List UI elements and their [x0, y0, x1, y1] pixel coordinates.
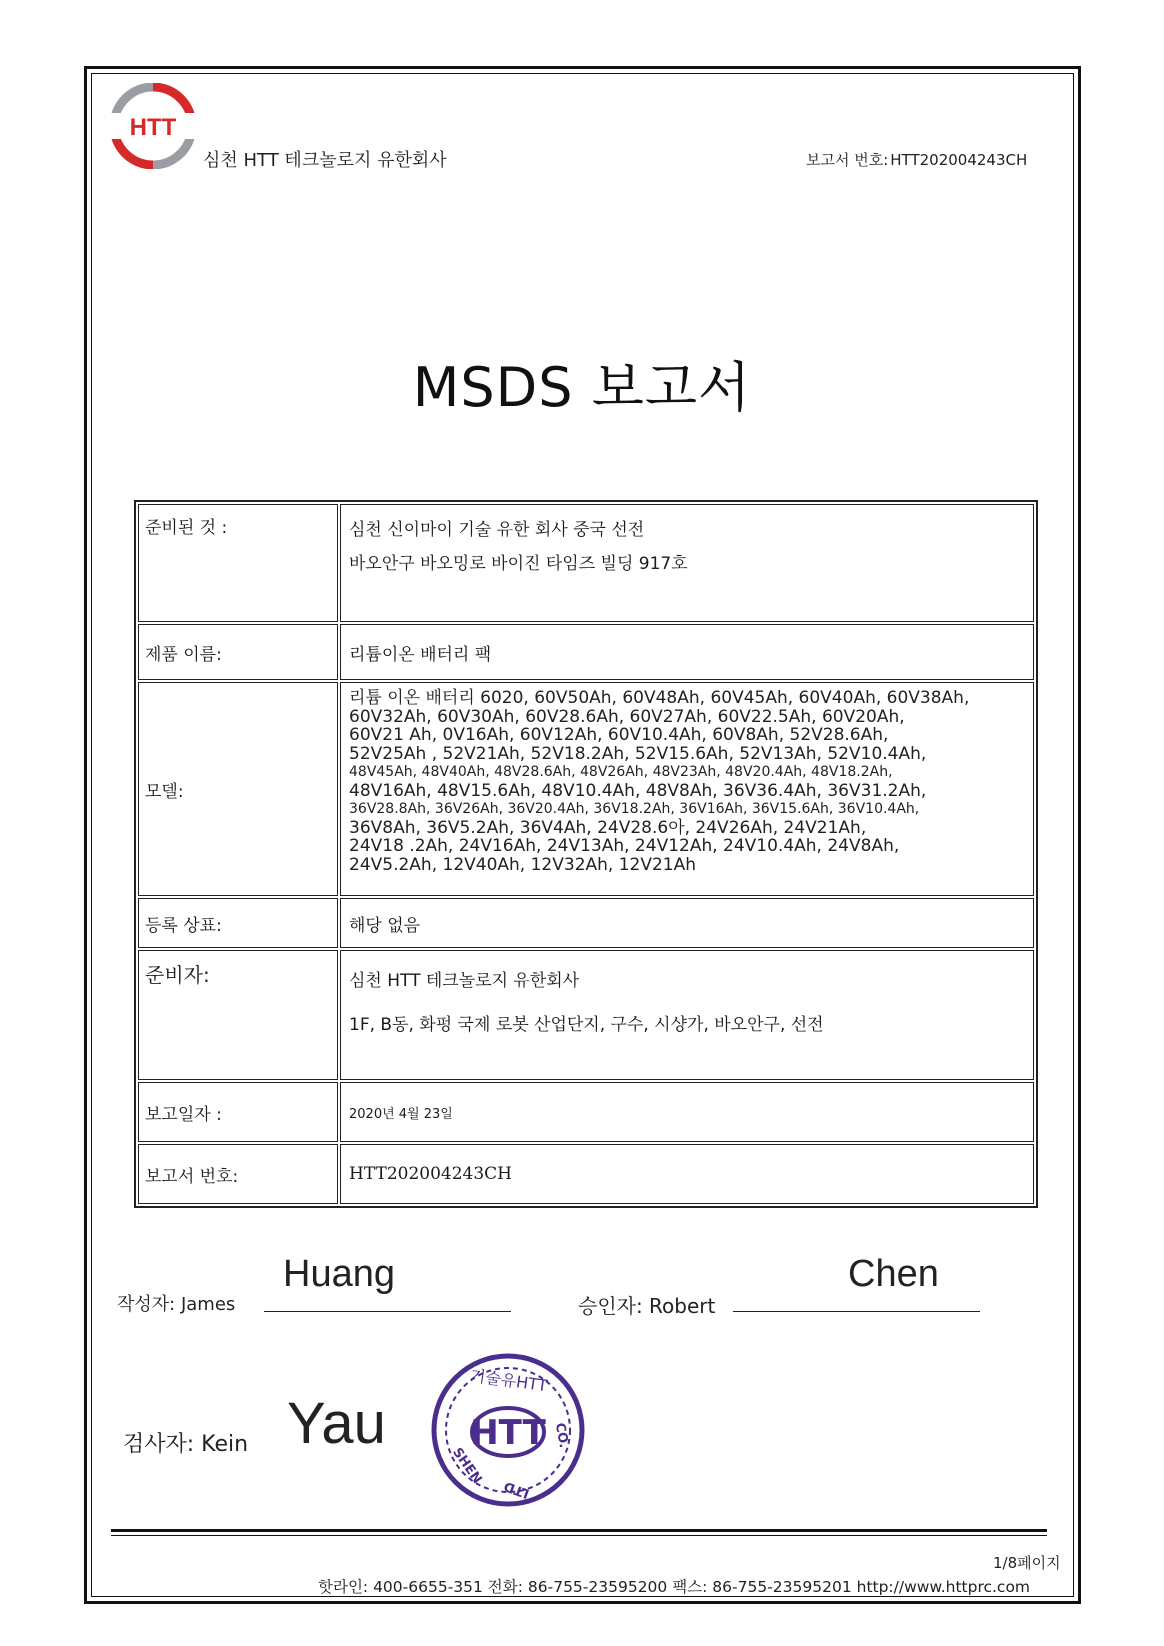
table-row-report-date	[138, 1082, 1034, 1142]
product-name-value: 리튬이온 배터리 팩	[340, 624, 1034, 680]
table-row-prepared-by	[138, 950, 1034, 1080]
model-line: 48V45Ah, 48V40Ah, 48V28.6Ah, 48V26Ah, 48V23Ah, 48V20.4Ah, 48V18.2Ah,	[349, 764, 893, 780]
svg-text:HTT: HTT	[470, 1413, 546, 1453]
svg-text:기술유HTT: 기술유HTT	[468, 1365, 549, 1396]
footer-contact-info: 핫라인: 400-6655-351 전화: 86-755-23595200 팩스: 86-755-23595201 http://www.httprc.com	[318, 1578, 1031, 1596]
prepared-for-label: 준비된 것 :	[138, 504, 338, 622]
approver-label: 승인자: Robert	[578, 1294, 716, 1318]
page-title: MSDS 보고서	[412, 356, 752, 419]
model-line: 리튬 이온 배터리 6020, 60V50Ah, 60V48Ah, 60V45Ah, 60V40Ah, 60V38Ah,	[349, 688, 970, 708]
prepared-by-line-2: 1F, B동, 화펑 국제 로봇 산업단지, 구수, 시샹가, 바오안구, 선전	[349, 1015, 824, 1035]
report-number-label: 보고서 번호:	[138, 1144, 338, 1204]
company-seal-stamp	[428, 1350, 588, 1510]
prepared-by-line-1: 심천 HTT 테크놀로지 유한회사	[349, 971, 580, 991]
model-label: 모델:	[138, 682, 338, 896]
table-row-prepared-for	[138, 504, 1034, 622]
report-date-label: 보고일자 :	[138, 1082, 338, 1142]
prepared-by-label: 준비자:	[138, 950, 338, 1080]
page-number: 1/8페이지	[993, 1554, 1061, 1572]
svg-text:SHEN: SHEN	[449, 1445, 485, 1487]
model-line: 52V25Ah , 52V21Ah, 52V18.2Ah, 52V15.6Ah, 52V13Ah, 52V10.4Ah,	[349, 743, 927, 764]
model-line: 24V5.2Ah, 12V40Ah, 12V32Ah, 12V21Ah	[349, 854, 697, 875]
trademark-value: 해당 없음	[340, 898, 1034, 948]
author-signature-line	[264, 1311, 511, 1312]
model-line: 24V18 .2Ah, 24V16Ah, 24V13Ah, 24V12Ah, 24V10.4Ah, 24V8Ah,	[349, 836, 900, 856]
model-line: 48V16Ah, 48V15.6Ah, 48V10.4Ah, 48V8Ah, 36V36.4Ah, 36V31.2Ah,	[349, 780, 927, 801]
report-number-value: HTT202004243CH	[340, 1144, 1034, 1204]
model-list	[340, 682, 1034, 896]
author-signature: Huang	[283, 1253, 395, 1295]
header-report-number-label: 보고서 번호:	[806, 151, 889, 169]
table-row-report-number	[138, 1144, 1034, 1204]
prepared-for-line-1: 심천 신이마이 기술 유한 회사 중국 선전	[349, 520, 645, 540]
footer-rule-thin	[111, 1535, 1047, 1536]
svg-text:HTT: HTT	[129, 114, 177, 141]
svg-text:LTD: LTD	[502, 1477, 532, 1501]
inspector-signature: Yau	[287, 1391, 386, 1456]
approver-signature-line	[733, 1311, 980, 1312]
model-line: 36V8Ah, 36V5.2Ah, 36V4Ah, 24V28.6아, 24V26Ah, 24V21Ah,	[349, 817, 867, 838]
footer-rule	[111, 1529, 1047, 1532]
model-line: 60V21 Ah, 0V16Ah, 60V12Ah, 60V10.4Ah, 60V8Ah, 52V28.6Ah,	[349, 725, 889, 745]
header-company-name: 심천 HTT 테크놀로지 유한회사	[203, 150, 447, 171]
model-line: 36V28.8Ah, 36V26Ah, 36V20.4Ah, 36V18.2Ah, 36V16Ah, 36V15.6Ah, 36V10.4Ah,	[349, 801, 920, 817]
product-name-label: 제품 이름:	[138, 624, 338, 680]
table-row-model	[138, 682, 1034, 896]
prepared-for-line-2: 바오안구 바오밍로 바이진 타임즈 빌딩 917호	[349, 554, 688, 574]
svg-text:CO.: CO.	[551, 1421, 572, 1450]
inspector-label: 검사자: Kein	[123, 1432, 249, 1457]
prepared-for-value	[340, 504, 1034, 622]
header-report-number-value: HTT202004243CH	[890, 151, 1028, 169]
prepared-by-value	[340, 950, 1034, 1080]
htt-logo-icon	[110, 83, 196, 169]
approver-signature: Chen	[848, 1253, 939, 1295]
model-line: 60V32Ah, 60V30Ah, 60V28.6Ah, 60V27Ah, 60V22.5Ah, 60V20Ah,	[349, 706, 905, 727]
report-info-table	[134, 500, 1038, 1208]
table-row-product-name	[138, 624, 1034, 680]
trademark-label: 등록 상표:	[138, 898, 338, 948]
author-label: 작성자: James	[117, 1294, 236, 1315]
table-row-trademark	[138, 898, 1034, 948]
report-date-value: 2020년 4월 23일	[340, 1082, 1034, 1142]
header-report-number	[806, 149, 1027, 170]
